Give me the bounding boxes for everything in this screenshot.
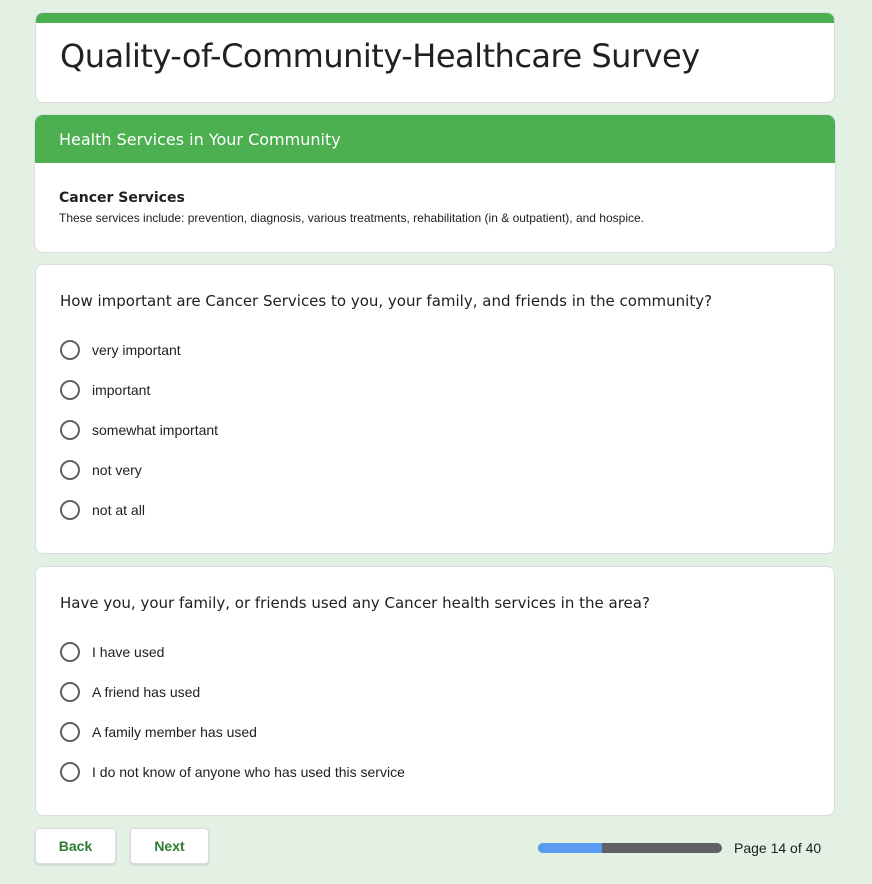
page-indicator: Page 14 of 40 bbox=[734, 840, 822, 856]
radio-option[interactable] bbox=[60, 490, 834, 530]
question-card-importance bbox=[35, 264, 835, 554]
radio-button[interactable] bbox=[60, 722, 80, 742]
radio-option-label: very important bbox=[92, 342, 181, 358]
radio-option-label: not very bbox=[92, 462, 142, 478]
title-accent-bar bbox=[36, 13, 834, 23]
radio-option[interactable] bbox=[60, 672, 834, 712]
radio-button[interactable] bbox=[60, 460, 80, 480]
radio-option[interactable] bbox=[60, 370, 834, 410]
radio-option[interactable] bbox=[60, 712, 834, 752]
back-button[interactable]: Back bbox=[35, 828, 116, 864]
question-text: How important are Cancer Services to you, your family, and friends in the community? bbox=[60, 292, 713, 310]
radio-option-label: A friend has used bbox=[92, 684, 201, 700]
radio-button[interactable] bbox=[60, 762, 80, 782]
radio-option[interactable] bbox=[60, 752, 834, 792]
radio-group-usage bbox=[60, 632, 834, 792]
radio-button[interactable] bbox=[60, 380, 80, 400]
radio-button[interactable] bbox=[60, 340, 80, 360]
radio-option-label: I do not know of anyone who has used this service bbox=[92, 764, 405, 780]
form-title: Quality-of-Community-Healthcare Survey bbox=[60, 37, 700, 75]
section-body bbox=[35, 163, 835, 225]
question-card-usage bbox=[35, 566, 835, 816]
next-button[interactable]: Next bbox=[130, 828, 209, 864]
radio-option[interactable] bbox=[60, 632, 834, 672]
radio-button[interactable] bbox=[60, 500, 80, 520]
radio-group-importance bbox=[60, 330, 834, 530]
radio-option[interactable] bbox=[60, 450, 834, 490]
section-header: Health Services in Your Community bbox=[35, 115, 835, 163]
progress-bar-fill bbox=[538, 843, 602, 853]
radio-option-label: I have used bbox=[92, 644, 165, 660]
radio-option-label: not at all bbox=[92, 502, 145, 518]
progress-bar bbox=[538, 843, 722, 853]
radio-button[interactable] bbox=[60, 642, 80, 662]
radio-button[interactable] bbox=[60, 682, 80, 702]
radio-option-label: A family member has used bbox=[92, 724, 257, 740]
radio-option-label: somewhat important bbox=[92, 422, 219, 438]
radio-option[interactable] bbox=[60, 330, 834, 370]
form-title-card bbox=[35, 12, 835, 103]
radio-option-label: important bbox=[92, 382, 151, 398]
section-description: These services include: prevention, diagnosis, various treatments, rehabilitation (in & outpatient), and hospice. bbox=[59, 211, 644, 225]
question-text: Have you, your family, or friends used any Cancer health services in the area? bbox=[60, 594, 650, 612]
section-card bbox=[35, 115, 835, 252]
radio-option[interactable] bbox=[60, 410, 834, 450]
radio-button[interactable] bbox=[60, 420, 80, 440]
section-subtitle: Cancer Services bbox=[59, 190, 185, 206]
